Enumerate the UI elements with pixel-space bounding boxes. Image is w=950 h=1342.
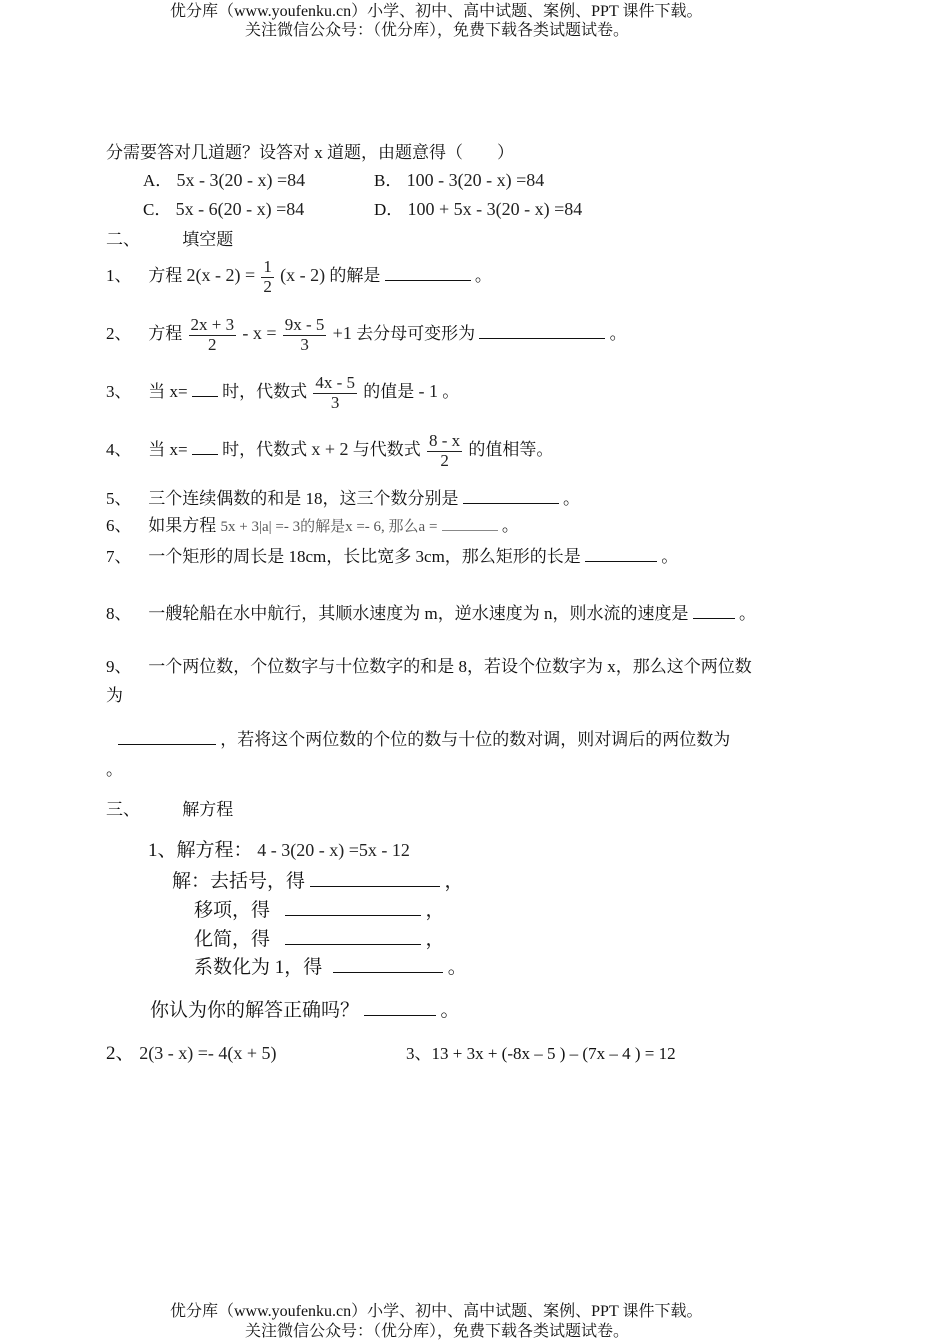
q9-text: 一个两位数，个位数字与十位数字的和是 8，若设个位数字为 x，那么这个两位数: [148, 657, 752, 676]
q2-f2-den: 3: [300, 334, 309, 354]
step-1-comma: ，: [444, 871, 464, 892]
q4-frac-den: 2: [440, 450, 449, 470]
fill-question-6: [106, 515, 519, 536]
option-c-label: C．: [143, 200, 172, 219]
step-2-blank[interactable]: [285, 900, 421, 916]
q8-end: 。: [738, 604, 756, 623]
option-c-expr: 5x - 6(20 - x) =84: [175, 199, 305, 219]
q5-text: 三个连续偶数的和是 18，这三个数分别是: [148, 489, 459, 508]
q4-frac-num: 8 - x: [429, 431, 461, 450]
check-blank[interactable]: [364, 1000, 436, 1016]
q1-lhs: 2(x - 2) =: [186, 265, 256, 286]
section-3-title: 解方程: [182, 800, 234, 819]
q7-answer-blank[interactable]: [585, 546, 657, 562]
q2-plus: +1: [332, 323, 352, 344]
q4-expr: x + 2: [311, 439, 349, 460]
fill-question-1: [106, 258, 492, 296]
footer-line-1: 优分库（www.youfenku.cn）小学、初中、高中试题、案例、PPT 课件下载。: [170, 1303, 703, 1320]
q3-mid: 时，代数式: [222, 382, 308, 402]
q9-continued: [118, 729, 730, 750]
q3-end: 。: [442, 382, 460, 402]
step-4-label: 系数化为 1，得: [194, 957, 323, 978]
q5-answer-blank[interactable]: [463, 488, 559, 504]
q6-number: 6、: [106, 516, 132, 535]
q3-frac-num: 4x - 5: [315, 373, 356, 392]
q1-post: 的解是: [329, 266, 381, 286]
q1-number: 1、: [106, 266, 132, 286]
section-2-num: 二、: [106, 230, 140, 249]
solve-step-3: [194, 929, 445, 952]
q4-answer-blank[interactable]: [192, 439, 218, 455]
step-2-label: 移项，得: [194, 900, 271, 921]
solve-step-4: [194, 957, 467, 980]
step-1-label: 解：去括号，得: [172, 871, 306, 892]
fill-question-7: [106, 546, 678, 567]
check-text: 你认为你的解答正确吗？: [150, 1000, 360, 1021]
solve-step-1: [172, 871, 464, 894]
q1-rhs: (x - 2): [280, 265, 326, 286]
q2-f1-num: 2x + 3: [190, 315, 235, 334]
q4-fraction: [427, 432, 462, 470]
solve-q2-equation: 2(3 - x) =- 4(x + 5): [139, 1043, 277, 1063]
fill-question-9: [106, 657, 752, 677]
q9-number: 9、: [106, 657, 132, 676]
check-period: 。: [440, 1000, 460, 1021]
q6-equation: 5x + 3|a| =- 3的解是x =- 6, 那么a =: [220, 519, 438, 535]
q9-answer-blank-1[interactable]: [118, 729, 216, 745]
q7-end: 。: [661, 547, 679, 566]
solve-q2-label: 2、: [106, 1043, 135, 1064]
q2-f1-den: 2: [208, 334, 217, 354]
solve-check: [150, 1000, 460, 1023]
step-3-blank[interactable]: [285, 929, 421, 945]
q4-post: 的值相等。: [468, 440, 554, 460]
q3-post: 的值是: [363, 382, 415, 402]
section-3-heading: [106, 800, 233, 820]
solve-q1-label: 1、解方程：: [148, 840, 253, 861]
solve-question-2: [106, 1043, 277, 1066]
step-2-comma: ，: [425, 900, 445, 921]
fill-question-3: [106, 374, 459, 412]
q1-frac-den: 2: [263, 276, 272, 296]
q9-end: 。: [106, 760, 123, 779]
q8-number: 8、: [106, 604, 132, 623]
solve-q1-equation: 4 - 3(20 - x) =5x - 12: [257, 840, 410, 860]
q1-fraction: [261, 258, 274, 296]
solve-step-2: [194, 900, 445, 923]
header-line-1: 优分库（www.youfenku.cn）小学、初中、高中试题、案例、PPT 课件下载。: [170, 3, 703, 20]
q2-fraction-2: [283, 316, 327, 354]
q3-pre: 当 x=: [148, 382, 188, 402]
q7-text: 一个矩形的周长是 18cm，长比宽多 3cm，那么矩形的长是: [148, 547, 581, 566]
step-4-blank[interactable]: [333, 957, 443, 973]
q2-mid: - x =: [242, 323, 277, 344]
q2-f2-num: 9x - 5: [284, 315, 325, 334]
fill-question-8: [106, 603, 756, 624]
option-a-label: A．: [143, 171, 173, 190]
option-c: [143, 199, 304, 221]
q4-number: 4、: [106, 440, 132, 460]
step-3-comma: ，: [425, 929, 445, 950]
q7-number: 7、: [106, 547, 132, 566]
step-3-label: 化简，得: [194, 929, 271, 950]
q5-end: 。: [563, 489, 580, 508]
header-line-2: 关注微信公众号：（优分库），免费下载各类试题试卷。: [245, 22, 630, 39]
q1-pre: 方程: [148, 266, 183, 286]
q2-end: 。: [609, 324, 627, 344]
fill-question-2: [106, 316, 627, 354]
q1-answer-blank[interactable]: [385, 265, 471, 281]
option-d: [374, 199, 582, 221]
section-2-title: 填空题: [182, 230, 234, 249]
option-b-expr: 100 - 3(20 - x) =84: [406, 170, 545, 190]
q6-answer-blank[interactable]: [442, 515, 498, 531]
q4-mid: 时，代数式: [222, 440, 308, 460]
q1-end: 。: [474, 266, 492, 286]
q2-post: 去分母可变形为: [356, 324, 476, 344]
q1-frac-num: 1: [263, 257, 272, 276]
fill-question-5: [106, 488, 580, 509]
q2-number: 2、: [106, 324, 132, 344]
q6-end: 。: [501, 516, 519, 535]
q6-pre: 如果方程: [148, 516, 217, 535]
q2-fraction-1: [189, 316, 237, 354]
q4-mid2: 与代数式: [352, 440, 421, 460]
q3-answer-blank[interactable]: [192, 381, 218, 397]
step-4-period: 。: [447, 957, 467, 978]
question-intro: 分需要答对几道题？设答对 x 道题，由题意得（ ）: [106, 143, 514, 162]
solve-question-1: [148, 840, 410, 863]
q2-pre: 方程: [148, 324, 183, 344]
q3-value: - 1: [418, 381, 439, 402]
q2-answer-blank[interactable]: [479, 323, 605, 339]
q4-pre: 当 x=: [148, 440, 188, 460]
section-3-num: 三、: [106, 800, 140, 819]
q3-number: 3、: [106, 382, 132, 402]
option-b-label: B．: [374, 171, 403, 190]
q8-text: 一艘轮船在水中航行，其顺水速度为 m，逆水速度为 n，则水流的速度是: [148, 604, 689, 623]
q3-fraction: [313, 374, 357, 412]
section-2-heading: [106, 230, 233, 250]
q3-frac-den: 3: [330, 392, 340, 412]
option-d-expr: 100 + 5x - 3(20 - x) =84: [407, 199, 583, 219]
option-d-label: D．: [374, 200, 404, 219]
footer-line-2: 关注微信公众号：（优分库），免费下载各类试题试卷。: [245, 1323, 630, 1340]
q5-number: 5、: [106, 489, 132, 508]
option-a-expr: 5x - 3(20 - x) =84: [176, 170, 306, 190]
q9-cont: ，若将这个两位数的个位的数与十位的数对调，则对调后的两位数为: [220, 730, 731, 749]
fill-question-4: [106, 432, 553, 470]
q8-answer-blank[interactable]: [693, 603, 735, 619]
q9-wrap: 为: [106, 686, 123, 705]
step-1-blank[interactable]: [310, 871, 440, 887]
option-a: [143, 170, 305, 192]
solve-question-3: 3、13 + 3x + (-8x – 5 ) – (7x – 4 ) = 12: [406, 1044, 676, 1063]
option-b: [374, 170, 544, 192]
